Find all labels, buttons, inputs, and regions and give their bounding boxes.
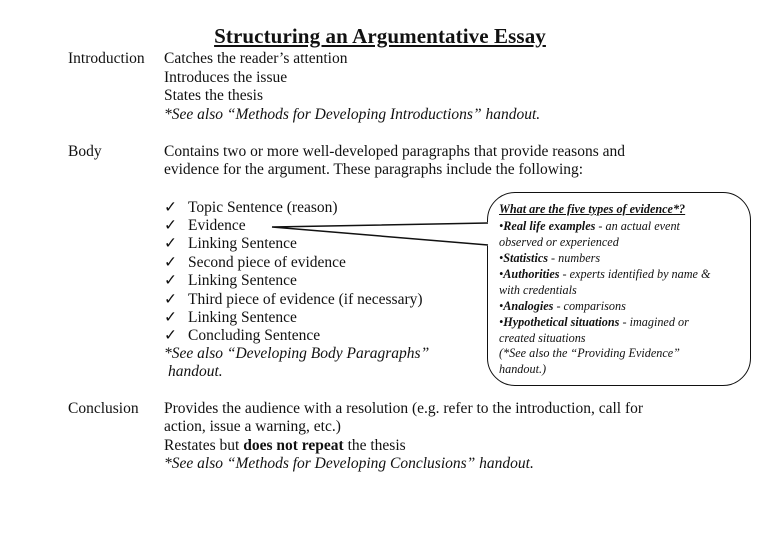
evidence-type: •Analogies - comparisons [499, 299, 626, 313]
intro-line: States the thesis [164, 87, 264, 104]
checkmark-icon: ✓ [164, 199, 177, 216]
checkmark-icon: ✓ [164, 309, 177, 326]
checklist-item: ✓ Concluding Sentence [164, 327, 321, 344]
evidence-type-cont: observed or experienced [499, 235, 619, 249]
evidence-type: •Real life examples - an actual event [499, 219, 680, 233]
callout-heading: What are the five types of evidence*? [499, 202, 686, 216]
introduction-label: Introduction [68, 50, 145, 67]
checkmark-icon: ✓ [164, 254, 177, 271]
checklist-item: ✓ Linking Sentence [164, 235, 297, 252]
checkmark-icon: ✓ [164, 235, 177, 252]
checkmark-icon: ✓ [164, 217, 177, 234]
checklist-item: ✓ Linking Sentence [164, 309, 297, 326]
checklist-item: ✓ Linking Sentence [164, 272, 297, 289]
body-see-also: handout. [168, 363, 223, 380]
body-description: evidence for the argument. These paragraphs include the following: [164, 161, 584, 178]
callout-footnote: handout.) [499, 362, 547, 376]
page-title: Structuring an Argumentative Essay [214, 24, 546, 48]
checklist-item: ✓ Third piece of evidence (if necessary) [164, 291, 423, 308]
evidence-type: •Statistics - numbers [499, 251, 601, 265]
checkmark-icon: ✓ [164, 291, 177, 308]
body-description: Contains two or more well-developed paragraphs that provide reasons and [164, 143, 625, 160]
conclusion-see-also: *See also “Methods for Developing Conclusions” handout. [164, 455, 534, 472]
conclusion-label: Conclusion [68, 400, 139, 417]
intro-line: Catches the reader’s attention [164, 50, 348, 67]
evidence-type-cont: with credentials [499, 283, 577, 297]
conclusion-line: Provides the audience with a resolution (e.g. refer to the introduction, call for [164, 400, 644, 417]
evidence-type-cont: created situations [499, 331, 586, 345]
evidence-type: •Authorities - experts identified by name & [499, 267, 711, 281]
conclusion-restates: Restates but does not repeat the thesis [164, 437, 406, 454]
body-see-also: *See also “Developing Body Paragraphs” [164, 345, 430, 362]
checkmark-icon: ✓ [164, 327, 177, 344]
checkmark-icon: ✓ [164, 272, 177, 289]
callout-footnote: (*See also the “Providing Evidence” [499, 346, 680, 360]
conclusion-line: action, issue a warning, etc.) [164, 418, 341, 435]
intro-line: Introduces the issue [164, 69, 288, 86]
evidence-type: •Hypothetical situations - imagined or [499, 315, 689, 329]
body-label: Body [68, 143, 102, 160]
intro-see-also: *See also “Methods for Developing Introductions” handout. [164, 106, 541, 123]
checklist-item: ✓ Topic Sentence (reason) [164, 199, 338, 216]
checklist-item: ✓ Evidence [164, 217, 246, 234]
checklist-item: ✓ Second piece of evidence [164, 254, 346, 271]
